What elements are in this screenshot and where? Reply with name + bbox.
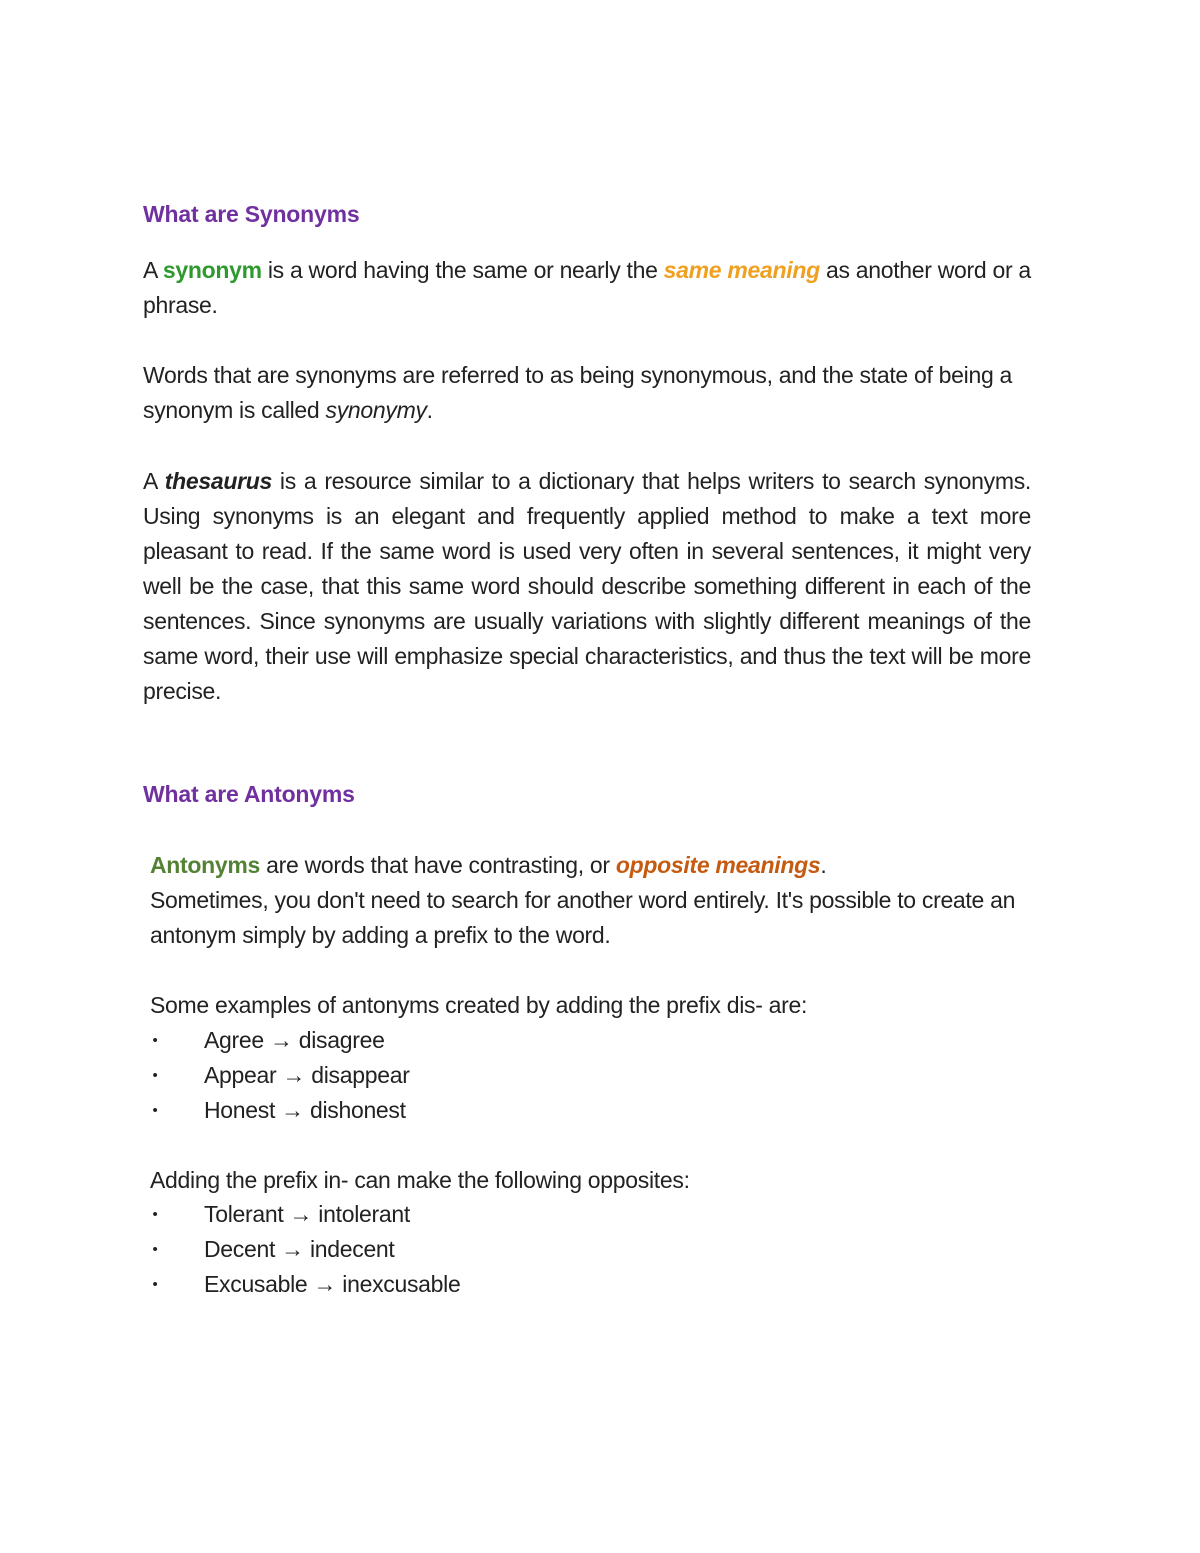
example-text: Decent → indecent [204, 1236, 395, 1262]
in-prefix-examples-list [150, 1197, 750, 1302]
example-text: Excusable → inexcusable [204, 1271, 461, 1297]
definition-middle: is a word having the same or nearly the [267, 257, 658, 283]
antonym-definition-paragraph [150, 848, 1070, 953]
definition-prefix: A [143, 257, 157, 283]
thesaurus-text: is a resource similar to a dictionary that helps writers to search synonyms. Using synonyms is an elegant and frequently applied method to make a text more pleasant to read. If the same word is used very often in several sentences, it might very well be the case, that this same word should describe something different in each of the sentences. Since synonyms are usually variations with slightly different meanings of the same word, their use will emphasize special characteristics, and thus the text will be more precise. [143, 468, 1032, 704]
list-item [150, 1232, 750, 1267]
bullet-icon: • [152, 1241, 158, 1258]
thesaurus-prefix: A [143, 468, 157, 494]
list-item [150, 1093, 750, 1128]
list-item [150, 1058, 750, 1093]
antonym-definition-middle: are words that have contrasting, or [266, 852, 610, 878]
bullet-icon: • [152, 1102, 158, 1119]
list-item [150, 1267, 750, 1302]
antonyms-heading: What are Antonyms [143, 781, 355, 807]
thesaurus-paragraph [143, 464, 1031, 709]
synonymy-end: . [426, 397, 433, 423]
example-text: Appear → disappear [204, 1062, 410, 1088]
synonymy-term: synonymy [325, 397, 427, 423]
in-prefix-intro: Adding the prefix in- can make the following opposites: [150, 1167, 690, 1193]
antonyms-keyword: Antonyms [150, 852, 261, 878]
thesaurus-keyword: thesaurus [164, 468, 272, 494]
bullet-icon: • [152, 1206, 158, 1223]
antonym-definition-end: . [820, 852, 827, 878]
list-item [150, 1023, 750, 1058]
dis-prefix-intro: Some examples of antonyms created by adding the prefix dis- are: [150, 992, 808, 1018]
dis-prefix-examples-list [150, 1023, 750, 1128]
synonymy-text: Words that are synonyms are referred to as being synonymous, and the state of being a synonym is called [143, 362, 1013, 423]
opposite-meanings-emphasis: opposite meanings [615, 852, 821, 878]
bullet-icon: • [152, 1067, 158, 1084]
synonymy-paragraph [143, 358, 1043, 428]
synonym-definition-paragraph [143, 253, 1043, 323]
antonym-definition-line2: Sometimes, you don't need to search for another word entirely. It's possible to create an antonym simply by adding a prefix to the word. [150, 887, 1016, 948]
example-text: Tolerant → intolerant [204, 1201, 410, 1227]
definition-suffix: as another word or a phrase. [143, 257, 1031, 318]
bullet-icon: • [152, 1032, 158, 1049]
same-meaning-emphasis: same meaning [663, 257, 820, 283]
list-item [150, 1197, 750, 1232]
synonyms-heading: What are Synonyms [143, 201, 360, 227]
example-text: Honest → dishonest [204, 1097, 406, 1123]
example-text: Agree → disagree [204, 1027, 385, 1053]
bullet-icon: • [152, 1276, 158, 1293]
synonym-keyword: synonym [162, 257, 262, 283]
